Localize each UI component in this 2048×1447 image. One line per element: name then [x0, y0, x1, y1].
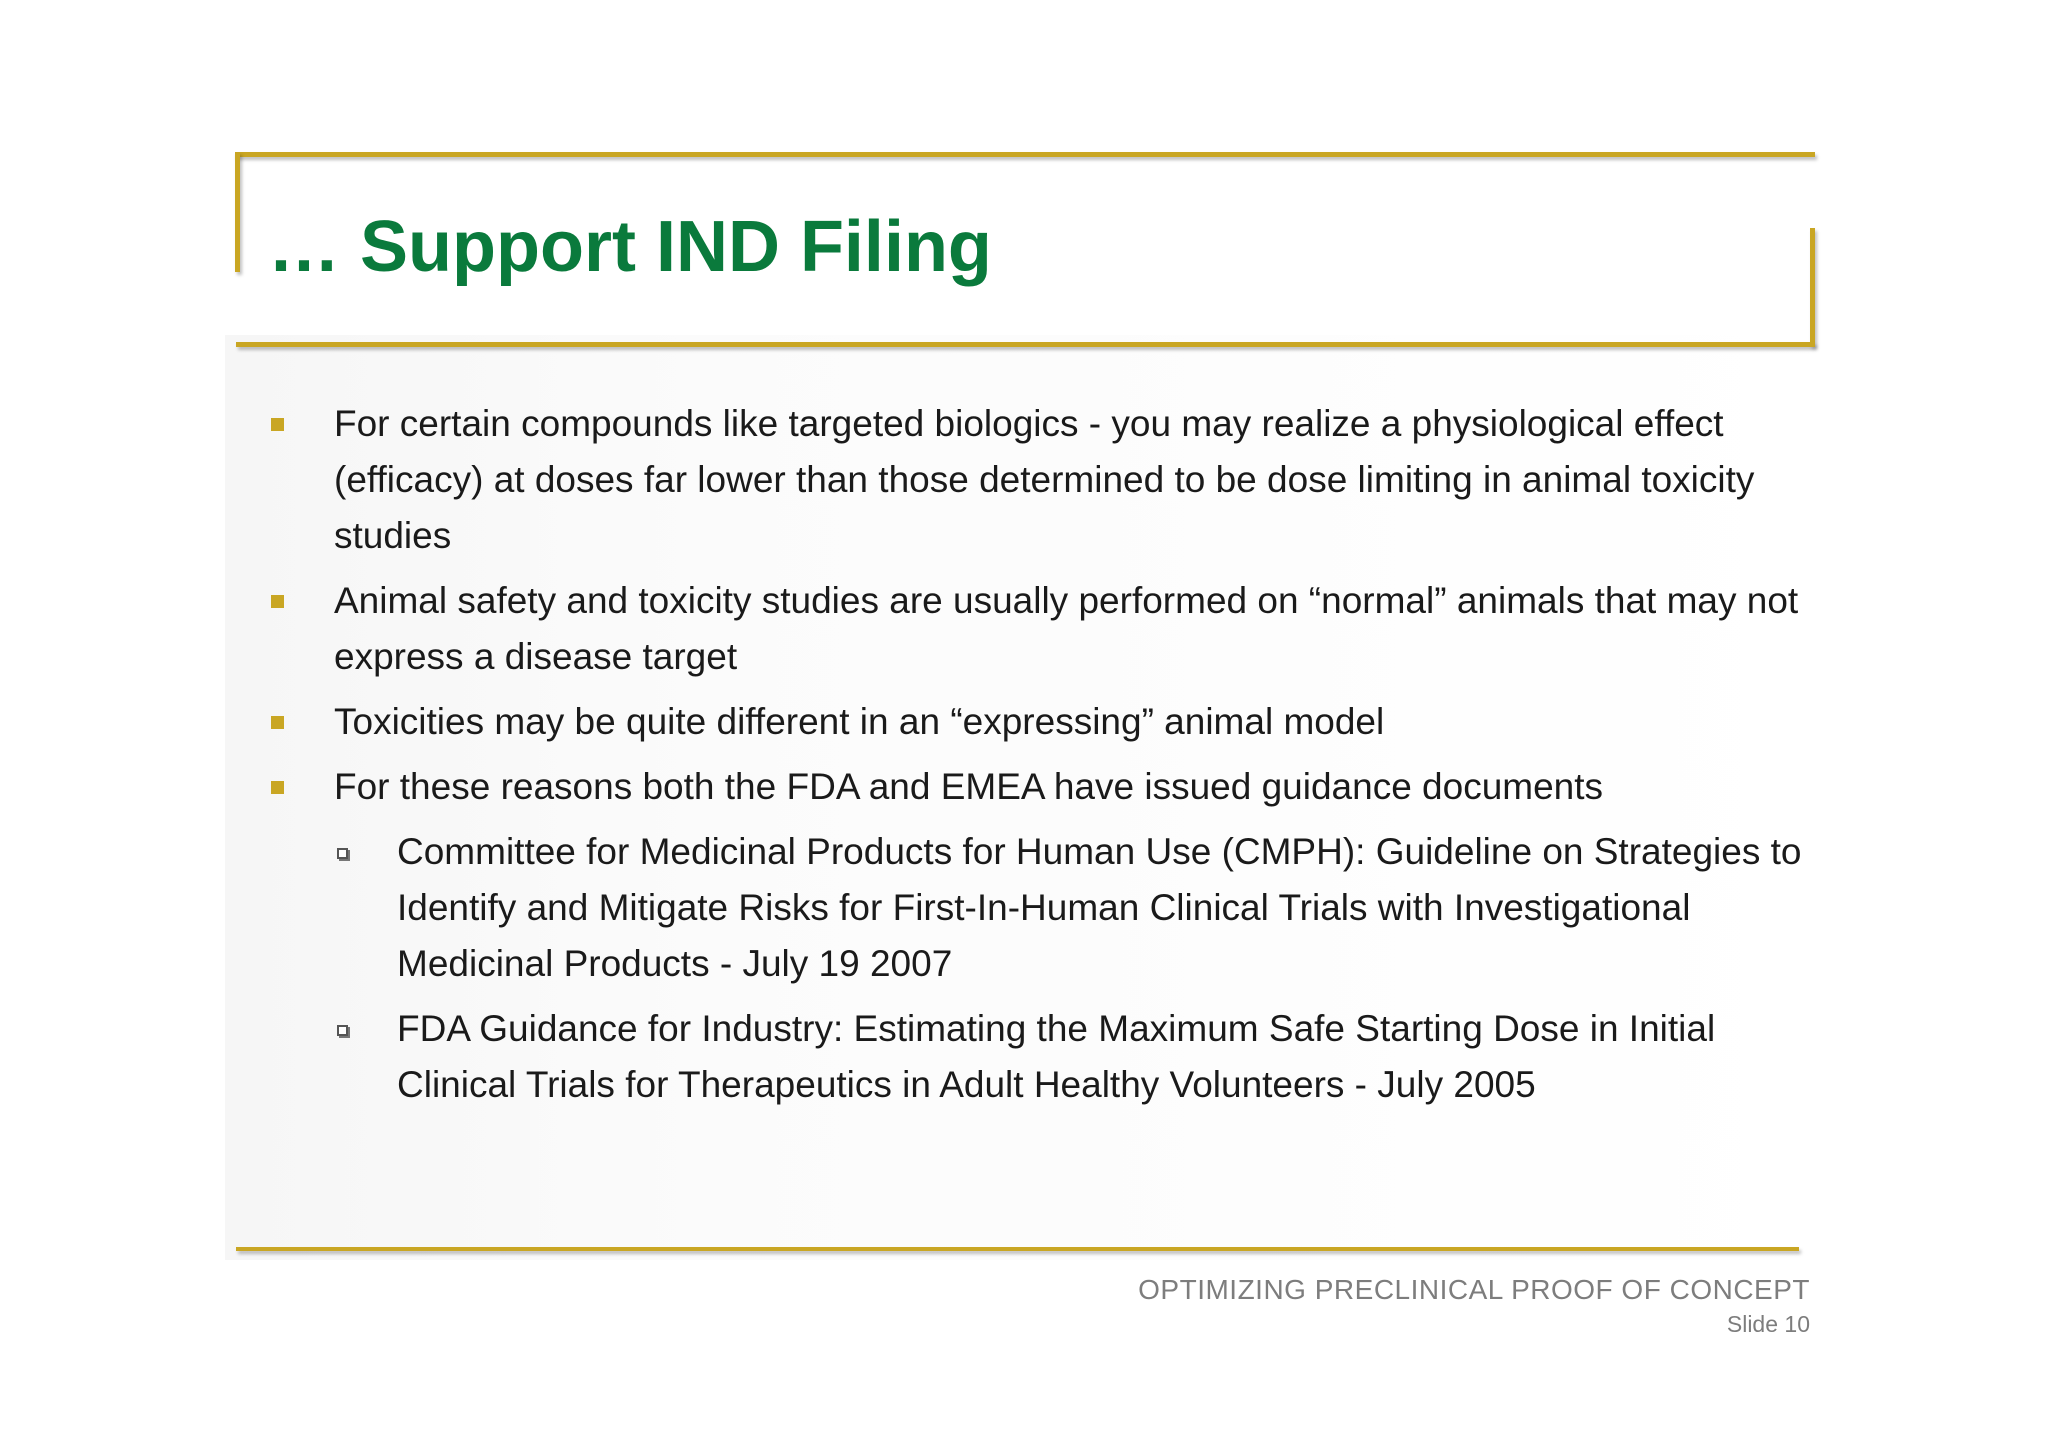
- title-frame-left-rule: [235, 152, 240, 272]
- bullet-text: Animal safety and toxicity studies are usually performed on “normal” animals that may not express a disease target: [334, 580, 1799, 677]
- bullet-text: For certain compounds like targeted biologics - you may realize a physiological effect (efficacy) at doses far lower than those determined to be dose limiting in animal toxicity studies: [334, 403, 1755, 556]
- sub-bullet-text: Committee for Medicinal Products for Human Use (CMPH): Guideline on Strategies to Identify and Mitigate Risks for First-In-Human Clinical Trials with Investigational Medicinal Products - July 19 2007: [397, 831, 1802, 984]
- bullet-item: [0, 573, 1814, 685]
- square-bullet-icon: [271, 716, 284, 729]
- footer-title: OPTIMIZING PRECLINICAL PROOF OF CONCEPT: [1138, 1274, 1810, 1305]
- bullet-text: Toxicities may be quite different in an “expressing” animal model: [334, 701, 1385, 742]
- bullet-item: [0, 759, 1814, 815]
- sub-bullet-item: [0, 824, 1817, 992]
- slide-title: … Support IND Filing: [268, 207, 992, 287]
- sub-bullet-item: [0, 1001, 1817, 1113]
- slide-number: Slide 10: [1726, 1311, 1810, 1337]
- bullet-item: [0, 396, 1814, 564]
- bullet-list: [0, 396, 2048, 1122]
- title-frame-bottom-rule: [236, 342, 1815, 347]
- footer-rule: [236, 1247, 1799, 1251]
- title-frame-top-rule: [235, 152, 1815, 157]
- sub-bullet-text: FDA Guidance for Industry: Estimating the Maximum Safe Starting Dose in Initial Clinical Trials for Therapeutics in Adult Healthy Volunteers - July 2005: [397, 1008, 1716, 1105]
- square-bullet-icon: [271, 418, 284, 431]
- bullet-item: [0, 694, 1814, 750]
- bullet-text: For these reasons both the FDA and EMEA have issued guidance documents: [334, 766, 1604, 807]
- title-frame-right-rule: [1810, 228, 1815, 346]
- square-bullet-icon: [271, 781, 284, 794]
- square-bullet-icon: [271, 595, 284, 608]
- hollow-square-bullet-icon: [337, 848, 348, 859]
- hollow-square-bullet-icon: [337, 1025, 348, 1036]
